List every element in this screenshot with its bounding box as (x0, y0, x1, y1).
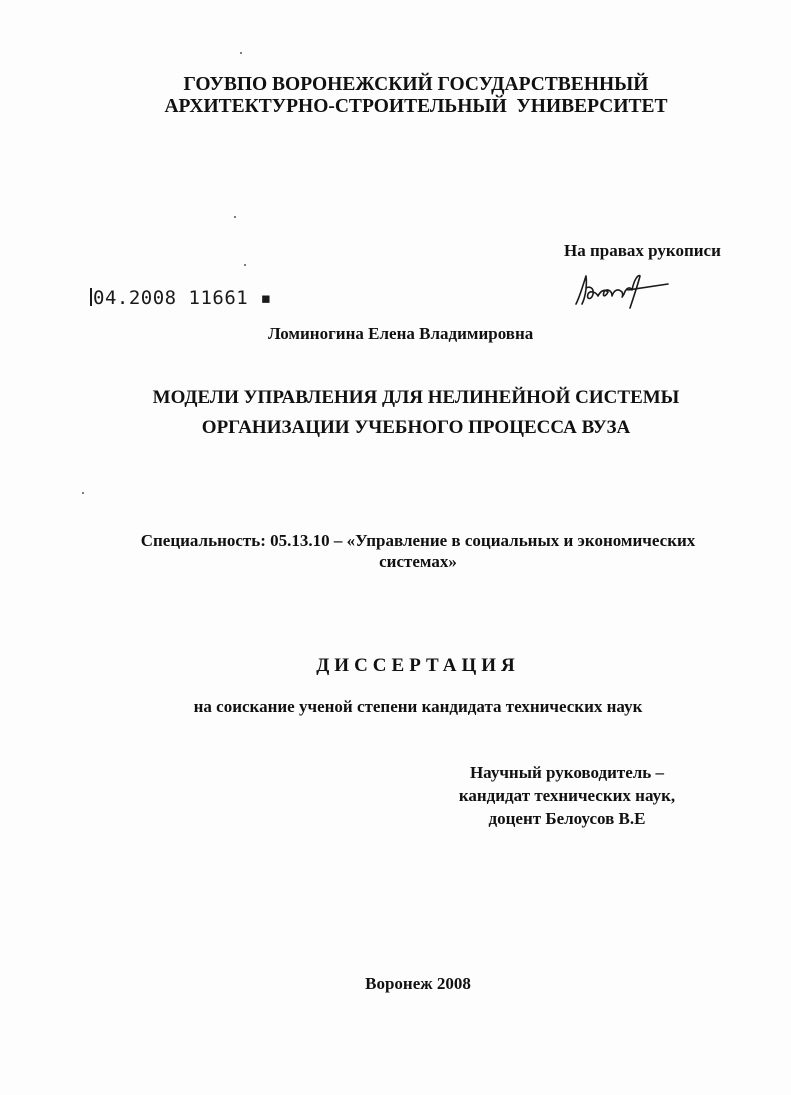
institution-line-2: АРХИТЕКТУРНО-СТРОИТЕЛЬНЫЙ УНИВЕРСИТЕТ (164, 96, 668, 117)
scan-speck (244, 264, 246, 266)
stamp-bar (90, 288, 92, 306)
specialty-line-1: Специальность: 05.13.10 – «Управление в социальных и экономических (140, 531, 696, 550)
advisor-line-1: Научный руководитель – (469, 763, 665, 782)
scan-speck (234, 216, 236, 218)
specialty (0, 530, 791, 572)
degree-statement: на соискание ученой степени кандидата технических наук (193, 697, 643, 716)
document-type: ДИССЕРТАЦИЯ (316, 655, 520, 676)
specialty-line-2: системах» (379, 552, 457, 571)
advisor-line-3: доцент Белоусов В.Е (488, 809, 646, 828)
title-line-1: МОДЕЛИ УПРАВЛЕНИЯ ДЛЯ НЕЛИНЕЙНОЙ СИСТЕМЫ (152, 387, 680, 408)
institution-line-1: ГОУВПО ВОРОНЕЖСКИЙ ГОСУДАРСТВЕННЫЙ (183, 74, 649, 95)
scan-speck (240, 52, 242, 54)
author-signature (572, 270, 676, 312)
scientific-advisor (440, 761, 694, 830)
stamp-number: 04.2008 11661 (93, 287, 249, 309)
city-year: Воронеж 2008 (365, 974, 471, 993)
author-name: Ломиногина Елена Владимировна (268, 324, 534, 343)
library-stamp (90, 287, 272, 309)
stamp-mark: ▪ (248, 287, 273, 309)
advisor-line-2: кандидат технических наук, (458, 786, 676, 805)
institution-name (0, 74, 791, 118)
dissertation-title (0, 383, 791, 443)
title-line-2: ОРГАНИЗАЦИИ УЧЕБНОГО ПРОЦЕССА ВУЗА (201, 417, 631, 438)
scan-speck (82, 492, 84, 494)
manuscript-rights-note: На правах рукописи (564, 241, 721, 260)
